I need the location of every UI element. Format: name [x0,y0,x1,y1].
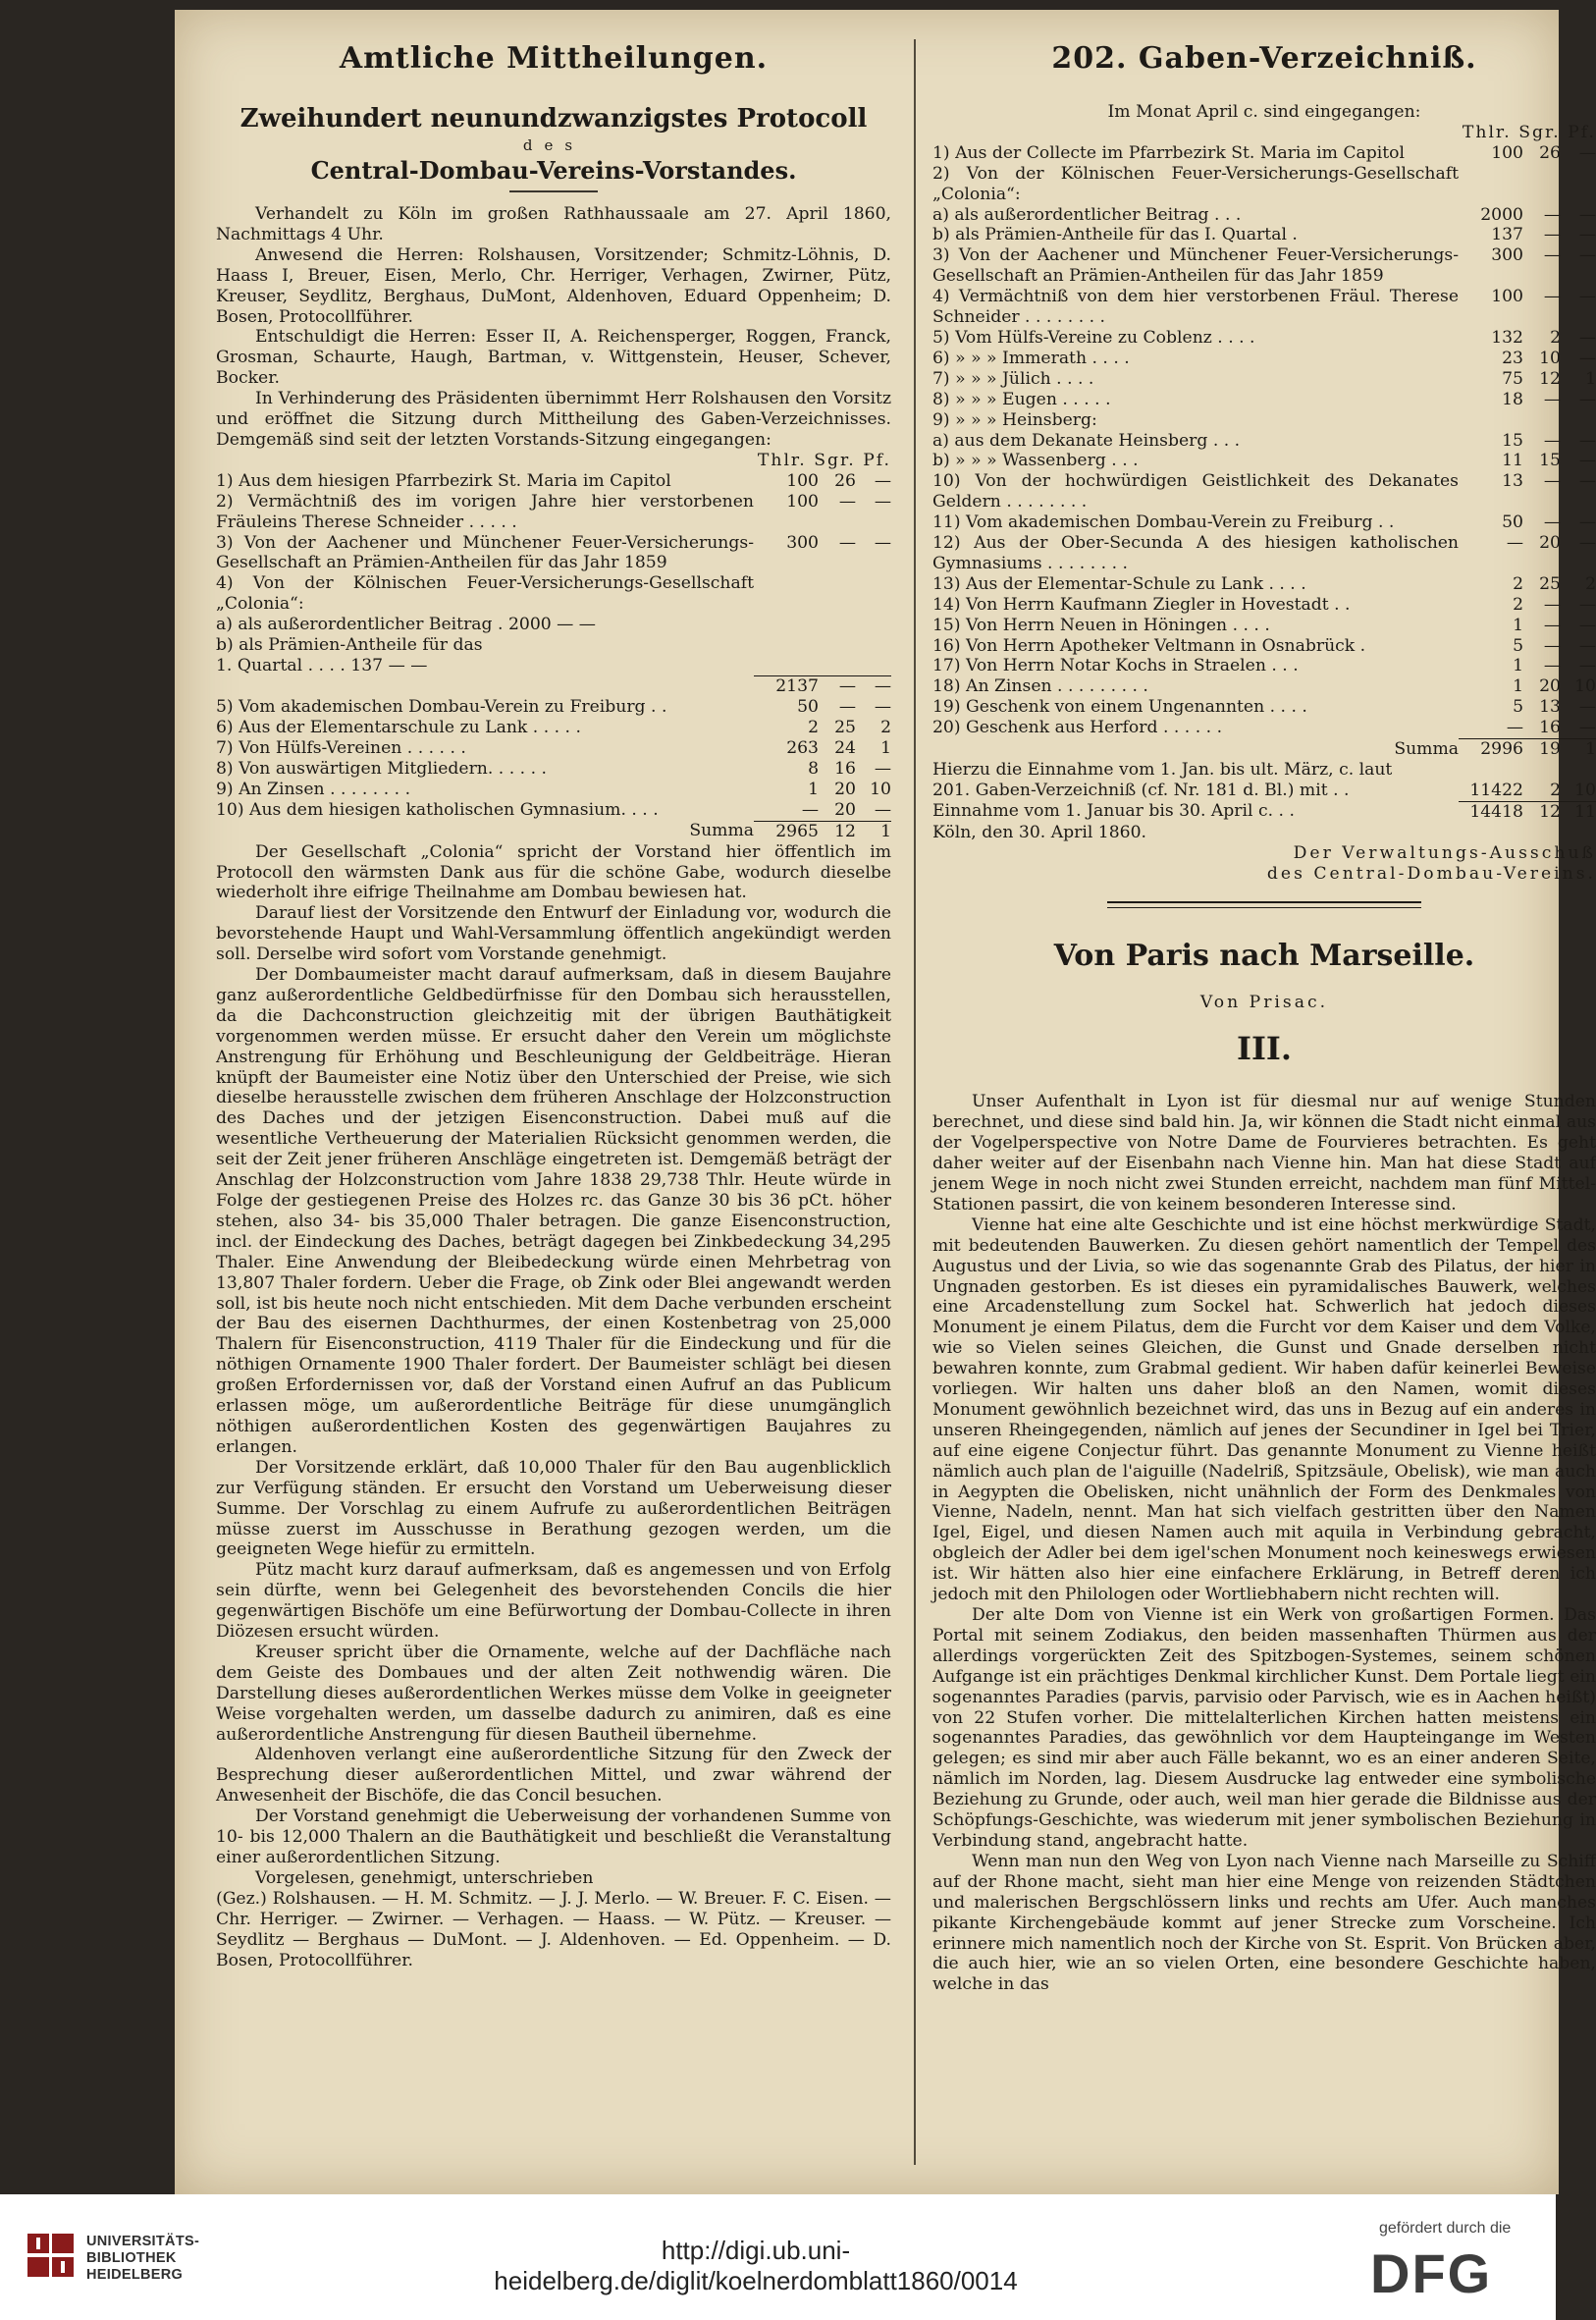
cell-thlr: 23 [1502,348,1523,368]
ornament-rule [1107,901,1421,908]
cell-thlr: 11 [1502,451,1523,471]
row-label: a) als außerordentlicher Beitrag . 2000 — — [216,615,596,635]
row-label: a) als außerordentlicher Beitrag . . . [932,204,1242,225]
column-divider [914,39,916,2165]
row-label: 14) Von Herrn Kaufmann Ziegler in Hovestadt . . [932,594,1351,615]
table-row [216,615,891,635]
paragraph: Darauf liest der Vorsitzende den Entwurf der Einladung vor, wodurch die bevorstehende Haupt und Wahl-Versammlung öffentlich angekündigt werden soll. Derselbe wird sofort vom Vorstande genehmigt. [216,903,891,965]
table-row [216,718,891,738]
cell-pf: — [1578,430,1596,451]
row-label: 4) Von der Kölnischen Feuer-Versicherungs-Gesellschaft „Colonia“: [216,573,754,615]
row-label: 18) An Zinsen . . . . . . . . . [932,676,1148,697]
table-row [932,328,1596,349]
cell-thlr: 14418 [1459,801,1523,822]
cell-thlr: 137 [1491,225,1523,245]
signatures: (Gez.) Rolshausen. — H. M. Schmitz. — J. J. Merlo. — W. Breuer. F. C. Eisen. — Chr. Herriger. — Zwirner. — Verhagen. — Haass. — W. Pütz. — Kreuser. — Seydlitz — Berghaus — DuMont. — J. Aldenhoven. — Ed. Oppenheim. — D. Bosen, Protocollführer. [216,1888,891,1970]
cell-thlr [754,573,819,615]
cell-sgr: 20 [834,779,856,799]
row-label: 10) Von der hochwürdigen Geistlichkeit des Dekanates Geldern . . . . . . . . [932,471,1459,513]
university-name [86,2234,199,2284]
dfg-funding-text: gefördert durch die [1379,2220,1512,2237]
cell-pf: 1 [1585,368,1596,389]
cell-thlr: 2 [1513,594,1523,615]
cell-pf: — [1578,287,1596,307]
row-label: 4) Vermächtniß von dem hier verstorbenen Fräul. Therese Schneider . . . . . . . . [932,287,1459,328]
row-label: 1) Aus dem hiesigen Pfarrbezirk St. Maria im Capitol [216,470,671,491]
cell-thlr: 263 [786,738,819,759]
sum-row [932,739,1596,760]
cell-sgr: — [838,532,856,553]
sum-label: Summa [689,821,754,841]
cell-thlr: — [1506,533,1523,554]
cell-pf: 1 [880,738,891,759]
row-label: 16) Von Herrn Apotheker Veltmann in Osnabrück . [932,635,1366,656]
paragraph: Der Dombaumeister macht darauf aufmerksam, daß in diesem Baujahre ganz außerordentliche Geldbedürfnisse für den Dombau sich herausstellen, da die Dachconstruction gleichzeitig mit der übrigen Bauthätigkeit vorgenommen werden müsse. Er ersucht daher den Verein um möglichste Anstrengung für Erhöhung und Beschleunigung der Geldbeiträge. Hieran knüpft der Baumeister eine Notiz über den Unterschied der Preise, wie sich dieselbe herausstelle zwischen dem früheren Anschlage der Holzconstruction des Daches und der jetzigen Eisenconstruction. Dabei muß auf die wesentliche Vertheuerung der Materialien Rücksicht genommen werden, die seit der Zeit jener früheren Anschläge eingetreten ist. Demgemäß beträgt der Anschlag der Holzconstruction vom Jahre 1838 29,738 Thlr. Heute würde in Folge der gestiegenen Preise des Holzes rc. das Ganze 30 bis 36 pCt. höher stehen, also 34- bis 35,000 Thaler betragen. Die ganze Eisenconstruction, incl. der Eindeckung des Daches, beträgt dagegen bei Zinkbedeckung 34,295 Thaler. Eine Anwendung der Bleibedeckung würde einen Mehrbetrag von 13,807 Thaler fordern. Ueber die Frage, ob Zink oder Blei angewandt werden soll, ist bis heute noch nicht entschieden. Mit dem Dache verbunden erscheint der Bau des eisernen Dachthurmes, der einen Kostenbetrag von 25,000 Thalern für Eisenconstruction, 4119 Thaler für die Eindeckung und für die nöthigen Ornamente 1900 Thaler fordert. Der Baumeister schlägt bei diesen großen Erfordernissen vor, daß der Vorstand einen Aufruf an das Publicum erlassen möge, um außerordentliche Beiträge für diese unumgänglich nöthigen außerordentlichen Kosten des gegenwärtigen Baujahres zu erlangen. [216,965,891,1457]
cell-thlr [1459,410,1523,431]
dfg-logo-text: DFG [1370,2242,1493,2304]
cell-pf: — [1578,451,1596,471]
protocol-subtitle: Central-Dombau-Vereins-Vorstandes. [310,156,797,185]
table-row [932,143,1596,164]
cell-sgr: 16 [1539,718,1561,738]
row-label: Einnahme vom 1. Januar bis 30. April c. . . [932,801,1295,822]
table-row [932,533,1596,574]
table-row [216,738,891,759]
cell-pf: 10 [1574,780,1596,800]
table-row [932,369,1596,390]
cell-thlr: 13 [1502,471,1523,492]
cell-thlr: 5 [1513,697,1523,718]
cell-pf: — [1578,204,1596,225]
article-part-number: III. [1236,1030,1293,1068]
cell-sgr: 2 [1550,780,1561,800]
table-row [216,780,891,800]
paragraph: Der Vorsitzende erklärt, daß 10,000 Thaler für den Bau augenblicklich zur Verfügung ständen. Er ersucht den Vorstand um Ueberweisung dieser Summe. Der Vorschlag zu einem Aufrufe zu außerordentlichen Beiträgen müsse zuerst im Ausschusse in Berathung gezogen werden, um die geeigneten Wege hiefür zu ermitteln. [216,1457,891,1560]
cell-sgr: — [1543,656,1561,676]
cell-pf: — [1578,225,1596,245]
cell-thlr: 75 [1502,368,1523,389]
cell-pf: — [1578,635,1596,656]
row-label: 13) Aus der Elementar-Schule zu Lank . . . . [932,573,1306,594]
cell-thlr [1459,164,1523,205]
paragraph: Entschuldigt die Herren: Esser II, A. Reichensperger, Roggen, Franck, Grosman, Schaurte, Haugh, Bartman, v. Wittgenstein, Heuser, Schever, Bocker. [216,327,891,389]
row-label: 11) Vom akademischen Dombau-Verein zu Freiburg . . [932,513,1395,533]
cell-thlr: 100 [1491,287,1523,307]
cell-thlr: 50 [797,697,819,718]
cell-thlr: 1 [1513,656,1523,676]
row-label: 7) Von Hülfs-Vereinen . . . . . . [216,738,466,759]
paragraph: Kreuser spricht über die Ornamente, welche auf der Dachfläche nach dem Geiste des Dombaues und der alten Zeit nothwendig wären. Die Darstellung dieses außerordentlichen Werkes müsse dem Volke in geeigneter Weise vorgehalten werden, um dasselbe dadurch zu animiren, daß es eine außerordentliche Anstrengung für diesen Bautheil übernehme. [216,1642,891,1745]
table-row [932,636,1596,657]
account-header: Thlr. Sgr. Pf. [757,450,891,470]
table-row [216,800,891,821]
cell-pf: — [1578,327,1596,348]
cell-thlr: 1 [808,779,819,799]
closing-line: Vorgelesen, genehmigt, unterschrieben [255,1867,594,1888]
table-row [932,390,1596,410]
table-row [216,573,891,615]
table-row [932,760,1596,781]
cell-sgr: 12 [1539,368,1561,389]
cell-thlr: 8 [808,758,819,779]
cell-sgr: — [1543,430,1561,451]
cell-pf: 11 [1561,801,1596,822]
meeting-line: Verhandelt zu Köln im großen Rathhaussaale am 27. April 1860, Nachmittags 4 Uhr. [216,204,891,244]
paragraph: Pütz macht kurz darauf aufmerksam, daß es angemessen und von Erfolg sein dürfte, wenn bei Gelegenheit des bevorstehenden Concils die hier gegenwärtigen Bischöfe um eine Befürwortung der Dombau-Collecte in ihren Diözesen ersucht würden. [216,1560,891,1643]
cell-pf: 2 [1585,573,1596,594]
cell-sgr: — [1543,204,1561,225]
row-label: 201. Gaben-Verzeichniß (cf. Nr. 181 d. Bl.) mit . . [932,780,1350,800]
cell-sgr: 16 [834,758,856,779]
cell-thlr: — [1506,718,1523,738]
cell-thlr: 18 [1502,389,1523,409]
table-row [216,656,891,676]
month-line: Im Monat April c. sind eingegangen: [1107,102,1421,122]
cell-pf: — [1578,697,1596,718]
row-label: 3) Von der Aachener und Münchener Feuer-Versicherungs-Gesellschaft an Prämien-Antheilen für das Jahr 1859 [216,532,754,573]
cell-pf: — [1578,533,1596,554]
cell-sgr: — [1543,389,1561,409]
cell-sgr: — [838,491,856,512]
cell-pf: — [1578,245,1596,266]
cell-pf: 2 [880,718,891,738]
paragraph: Vienne hat eine alte Geschichte und ist eine höchst merkwürdige Stadt, mit bedeutenden Bauwerken. Zu diesen gehört namentlich der Tempel des Augustus und der Livia, so wie das sogenannte Grab des Pilatus, der hier in Ungnaden gestorben. Es ist dieses ein pyramidalisches Bauwerk, welches eine Arcadenstellung zum Sockel hat. Schwerlich hat jedoch dieses Monument je einem Pilatus, dem die Furcht vor dem Kaiser und dem Volke, wie so Vielen seines Gleichen, die Gunst und Gnade derselben nicht bewahren konnte, zum Grabmal gedient. Wir haben dafür keinerlei Beweise vorliegen. Wir halten uns daher bloß an den Namen, womit dieses Monument gewöhnlich bezeichnet wird, das uns in Bezug auf ein anderes in unseren Rheingegenden, nämlich auf jenes der Secundiner in Igel bei Trier, auf eine eigene Conjectur führt. Das genannte Monument zu Vienne heißt nämlich auch plan de l'aiguille (Nadelriß, Spitzsäule, Obelisk), wie man auch in Aegypten die Obelisken, nicht unähnlich der Form des Denkmales von Vienne, Nadeln, nennt. Man hat sich vielfach gestritten über den Namen Igel, Eigel, und diesen Namen auch mit aquila in Verbindung gebracht, obgleich der Adler bei dem igel'schen Monument noch keineswegs erwiesen ist. Wir hätten also hier eine einfachere Erklärung, in Betreff deren ich jedoch mit den Philologen oder Wortliebhabern nicht rechten will. [932,1214,1596,1605]
total-row [932,801,1596,822]
cell-sgr: — [1543,245,1561,266]
row-label: 19) Geschenk von einem Ungenannten . . . . [932,697,1307,718]
cell-thlr: 15 [1502,430,1523,451]
university-name-line: HEIDELBERG [86,2267,184,2283]
table-row [932,431,1596,452]
table-row [932,574,1596,595]
signature-line: Der Verwaltungs-Ausschuß [1293,842,1596,863]
signature-line: des Central-Dombau-Vereins. [1266,863,1596,884]
cell-pf: — [1578,142,1596,163]
university-name-line: BIBLIOTHEK [86,2250,177,2266]
paragraph: Der alte Dom von Vienne ist ein Werk von großartigen Formen. Das Portal mit seinem Zodiakus, den beiden massenhaften Thürmen aus der allerdings vorgerückten Zeit des Spitzbogen-Systemes, seinem schönen Aufgange ist ein prächtiges Denkmal kirchlicher Kunst. Dem Portale liegt ein sogenanntes Paradies (parvis, parvisio oder Parvisch, wie es in Aachen heißt) von 22 Stufen vorher. Die mittelalterlichen Kirchen hatten meistens ein sogenanntes Paradies, das gewöhnlich vor dem Haupteingange im Westen gelegen; es sind mir aber auch Fälle bekannt, wo es an einer anderen Seite, nämlich im Norden, lag. Diesem Ausdrucke lag entweder eine symbolische Beziehung zu Grunde, oder auch, weil man hier gerade die Bildnisse aus der Schöpfungs-Geschichte, was wiederum mit jener symbolischen Beziehung in Verbindung stand, angebracht hatte. [932,1605,1596,1851]
row-label: 1) Aus der Collecte im Pfarrbezirk St. Maria im Capitol [932,142,1406,163]
cell-pf: 1 [1561,739,1596,760]
donation-table [932,143,1596,823]
cell-sgr: — [1543,635,1561,656]
table-row [216,533,891,574]
cell-pf: — [1578,348,1596,368]
cell-pf [1561,164,1596,205]
sum-label: Summa [1394,738,1459,759]
cell-pf: — [1578,656,1596,676]
paragraph: In Verhinderung des Präsidenten übernimmt Herr Rolshausen den Vorsitz und eröffnet die Sitzung durch Mittheilung des Gaben-Verzeichnisses. Demgemäß sind seit der letzten Vorstands-Sitzung eingegangen: [216,389,891,450]
row-label: b) als Prämien-Antheile für das [216,635,483,656]
row-label: 3) Von der Aachener und Münchener Feuer-Versicherungs-Gesellschaft an Prämien-Antheilen für das Jahr 1859 [932,245,1459,287]
newspaper-page [175,10,1596,2194]
row-label: Hierzu die Einnahme vom 1. Jan. bis ult. März, c. laut [932,760,1393,780]
row-label: b) als Prämien-Antheile für das I. Quartal . [932,225,1298,245]
document-url-link[interactable]: http://digi.ub.uni-heidelberg.de/diglit/koelnerdomblatt1860/0014 [494,2236,1018,2295]
cell-sgr [1523,410,1561,431]
table-row [932,595,1596,616]
cell-thlr: 5 [1513,635,1523,656]
cell-pf: — [874,697,891,718]
table-row [932,781,1596,801]
account-header: Thlr. Sgr. Pf. [1462,122,1596,142]
cell-sgr: 24 [834,738,856,759]
cell-pf: — [1578,615,1596,635]
row-label: 5) Vom Hülfs-Vereine zu Coblenz . . . . [932,327,1255,348]
cell-sgr: 25 [1539,573,1561,594]
table-row [932,245,1596,287]
cell-sgr [819,573,856,615]
cell-sgr: — [1543,471,1561,492]
cell-pf [1561,410,1596,431]
paragraph: Anwesend die Herren: Rolshausen, Vorsitzender; Schmitz-Löhnis, D. Haass I, Breuer, Eisen, Merlo, Chr. Herriger, Verhagen, Zwirner, Pütz, Kreuser, Seydlitz, Berghaus, DuMont, Aldenhoven, Eduard Oppenheim; D. Bosen, Protocollführer. [216,244,891,327]
row-label: a) aus dem Dekanate Heinsberg . . . [932,430,1241,451]
table-row [932,205,1596,226]
cell-sgr: 2 [1550,327,1561,348]
cell-pf: — [874,470,891,491]
table-row [932,656,1596,676]
cell-sgr: — [1543,287,1561,307]
row-label: 20) Geschenk aus Herford . . . . . . [932,718,1223,738]
cell-sgr: 15 [1539,451,1561,471]
cell-thlr: 2965 [754,821,819,841]
table-row [932,225,1596,245]
table-row [932,451,1596,471]
cell-thlr: 2996 [1459,739,1523,760]
cell-thlr: 100 [1491,142,1523,163]
cell-thlr: 300 [786,532,819,553]
protocol-title: Zweihundert neunundzwanzigstes Protocoll [239,104,868,134]
left-column [216,39,891,1970]
cell-sgr [1523,164,1561,205]
row-label: 1. Quartal . . . . 137 — — [216,655,428,675]
table-row [216,635,891,656]
cell-thlr: 1 [1513,676,1523,697]
row-label: 2) Vermächtniß des im vorigen Jahre hier verstorbenen Fräuleins Therese Schneider . . . . . [216,491,754,532]
row-label: 10) Aus dem hiesigen katholischen Gymnasium. . . . [216,799,659,820]
row-label: 12) Aus der Ober-Secunda A des hiesigen katholischen Gymnasiums . . . . . . . . [932,533,1459,573]
row-label: 6) » » » Immerath . . . . [932,348,1130,368]
cell-thlr: 100 [786,470,819,491]
cell-pf: 10 [1574,676,1596,697]
cell-pf: 10 [870,779,891,799]
cell-pf: — [874,491,891,512]
cell-sgr: 19 [1523,739,1561,760]
cell-thlr: — [801,799,819,820]
cell-thlr: 2 [1513,573,1523,594]
paragraph: Der Vorstand genehmigt die Ueberweisung der vorhandenen Summe von 10- bis 12,000 Thalern an die Bauthätigkeit und beschließt die Veranstaltung einer außerordentlichen Sitzung. [216,1807,891,1867]
article-author: Von Prisac. [1199,993,1329,1013]
right-column [932,39,1596,1995]
cell-sgr: — [1543,594,1561,615]
table-row [216,759,891,780]
table-row [932,718,1596,738]
row-label: 6) Aus der Elementarschule zu Lank . . . . . [216,718,581,738]
table-row [932,164,1596,205]
row-label: 17) Von Herrn Notar Kochs in Straelen . . . [932,656,1299,676]
cell-pf: — [874,799,891,820]
row-label: 8) » » » Eugen . . . . . [932,389,1111,409]
table-row [932,513,1596,533]
cell-sgr: — [819,676,856,697]
cell-pf [856,573,891,615]
table-row [216,492,891,533]
cell-sgr: 26 [834,470,856,491]
table-row [216,697,891,718]
table-row [932,697,1596,718]
account-table-left [216,471,891,842]
cell-sgr: — [1543,225,1561,245]
table-row [932,410,1596,431]
paragraph: Aldenhoven verlangt eine außerordentliche Sitzung für den Zweck der Besprechung dieser außerordentlichen Mittel, und zwar während der Anwesenheit der Bischöfe, die das Concil besuchen. [216,1745,891,1807]
row-label: 7) » » » Jülich . . . . [932,368,1094,389]
table-row [216,471,891,492]
cell-sgr: — [1543,513,1561,533]
cell-pf: — [856,676,891,697]
cell-sgr: 20 [1539,533,1561,554]
cell-thlr: 132 [1491,327,1523,348]
cell-pf: — [1578,513,1596,533]
row-label: 9) » » » Heinsberg: [932,409,1097,430]
cell-sgr: 13 [1539,697,1561,718]
cell-sgr: 12 [819,821,856,841]
row-label: 5) Vom akademischen Dombau-Verein zu Freiburg . . [216,697,667,718]
cell-pf: — [1578,594,1596,615]
cell-sgr: — [838,697,856,718]
table-row [932,676,1596,697]
university-logo-icon [27,2234,77,2279]
dfg-logo-icon [1370,2242,1527,2304]
row-label: 15) Von Herrn Neuen in Höningen . . . . [932,615,1270,635]
section-title-left: Amtliche Mittheilungen. [339,41,769,76]
cell-thlr: 2 [808,718,819,738]
protocol-title-des: des [522,136,585,154]
cell-sgr: 25 [834,718,856,738]
cell-pf: 1 [856,821,891,841]
viewer-footer [0,2194,1556,2320]
cell-thlr: 11422 [1469,780,1523,800]
row-label: 8) Von auswärtigen Mitgliedern. . . . . . [216,758,547,779]
cell-pf: — [1578,718,1596,738]
divider [509,190,598,192]
table-row [932,471,1596,513]
cell-sgr: — [1543,615,1561,635]
cell-pf: — [1578,389,1596,409]
university-name-line: UNIVERSITÄTS- [86,2234,200,2249]
sum-row [216,821,891,841]
cell-pf: — [874,758,891,779]
paragraph: Wenn man nun den Weg von Lyon nach Vienne nach Marseille zu Schiff auf der Rhone macht, sieht man hier eine Menge von reizenden Städtchen und malerischen Bergschlössern links und rechts am Ufer. Auch manches pikante Kirchengebäude kommt auf jener Strecke zum Vorscheine. Ich erinnere mich namentlich noch der Kirche von St. Esprit. Von Brücken aber, die auch hier, wie an so vielen Orten, eine besondere Geschichte haben, welche in das [932,1851,1596,1995]
cell-thlr: 100 [786,491,819,512]
table-row [932,287,1596,328]
cell-pf: — [874,532,891,553]
row-label: b) » » » Wassenberg . . . [932,451,1139,471]
cell-thlr: 300 [1491,245,1523,266]
cell-thlr: 50 [1502,513,1523,533]
subtotal-row [216,676,891,697]
cell-thlr: 1 [1513,615,1523,635]
cell-sgr: 20 [834,799,856,820]
row-label: 9) An Zinsen . . . . . . . . [216,779,411,799]
paragraph: Unser Aufenthalt in Lyon ist für diesmal nur auf wenige Stunden berechnet, und diese sind bald hin. Ja, wir können die Stadt nicht einmal aus der Vogelperspective von Notre Dame de Fourvieres betrachten. Es geht daher weiter auf der Eisenbahn nach Vienne hin. Man hat diese Stadt auf jenem Wege in noch nicht zwei Stunden erreicht, nachdem man fünf Mittel-Stationen passirt, die von keinem besonderen Interesse sind. [932,1092,1596,1214]
article-title: Von Paris nach Marseille. [1053,939,1475,974]
cell-sgr: 12 [1523,801,1561,822]
row-label: 2) Von der Kölnischen Feuer-Versicherungs-Gesellschaft „Colonia“: [932,163,1459,204]
cell-thlr: 2137 [754,676,819,697]
table-row [932,616,1596,636]
paragraph: Der Gesellschaft „Colonia“ spricht der Vorstand hier öffentlich im Protocoll den wärmsten Dank aus für die schöne Gabe, wodurch dieselbe wiederholt ihre eifrige Theilnahme am Dombau bewiesen hat. [216,841,891,903]
place-date: Köln, den 30. April 1860. [932,822,1147,842]
section-title-right: 202. Gaben-Verzeichniß. [1051,41,1477,76]
cell-thlr: 2000 [1480,204,1523,225]
cell-sgr: 10 [1539,348,1561,368]
cell-sgr: 26 [1539,142,1561,163]
cell-sgr: 20 [1539,676,1561,697]
table-row [932,349,1596,369]
cell-pf: — [1578,471,1596,492]
